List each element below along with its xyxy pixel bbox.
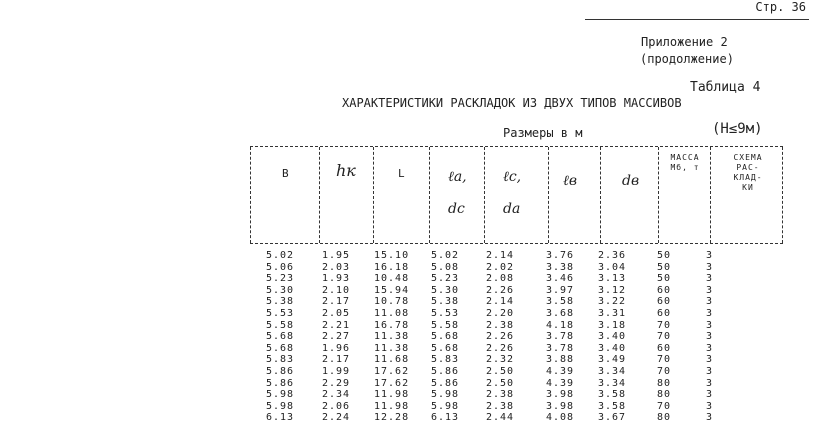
table-cell: 3.31 — [598, 307, 627, 319]
table-cell: 5.68 — [431, 331, 460, 343]
table-cell: 3.98 — [546, 400, 575, 412]
table-cell: 16.18 — [374, 261, 410, 273]
table-cell: 5.98 — [431, 400, 460, 412]
table-cell: 60 — [657, 296, 672, 308]
table-cell: 3.58 — [598, 400, 627, 412]
table-cell: 2.17 — [322, 296, 351, 308]
table-title: ХАРАКТЕРИСТИКИ РАСКЛАДОК ИЗ ДВУХ ТИПОВ МАССИВОВ — [342, 96, 682, 110]
table-cell: 4.39 — [546, 377, 575, 389]
header-hk: hк — [336, 161, 356, 180]
table-cell: 3.18 — [598, 319, 627, 331]
header-lb: ℓв — [563, 173, 577, 189]
header-col-mass — [659, 147, 711, 243]
table-cell: 70 — [657, 365, 672, 377]
table-cell: 2.38 — [486, 389, 515, 401]
table-cell: 16.78 — [374, 319, 410, 331]
table-cell: 2.38 — [486, 319, 515, 331]
table-cell: 3 — [706, 342, 714, 354]
table-cell: 3.34 — [598, 365, 627, 377]
table-cell: 17.62 — [374, 365, 410, 377]
table-cell: 1.96 — [322, 342, 351, 354]
table-cell: 4.18 — [546, 319, 575, 331]
table-cell: 5.58 — [266, 319, 295, 331]
table-cell: 3.12 — [598, 284, 627, 296]
header-lc: ℓc, — [503, 169, 522, 185]
table-cell: 3.46 — [546, 273, 575, 285]
table-cell: 4.08 — [546, 412, 575, 424]
table-cell: 11.98 — [374, 400, 410, 412]
table-cell: 3.78 — [546, 331, 575, 343]
table-cell: 3.34 — [598, 377, 627, 389]
table-cell: 3.98 — [546, 389, 575, 401]
table-cell: 3.68 — [546, 307, 575, 319]
table-cell: 80 — [657, 412, 672, 424]
table-cell: 5.98 — [431, 389, 460, 401]
header-col-scheme — [711, 147, 783, 243]
table-cell: 3.22 — [598, 296, 627, 308]
table-header — [250, 146, 783, 244]
table-cell: 3 — [706, 412, 714, 424]
table-cell: 3 — [706, 250, 714, 261]
table-cell: 3 — [706, 319, 714, 331]
table-cell: 3.58 — [598, 389, 627, 401]
table-cell: 3.40 — [598, 342, 627, 354]
table-cell: 5.53 — [431, 307, 460, 319]
table-cell: 5.30 — [431, 284, 460, 296]
table-cell: 5.98 — [266, 389, 295, 401]
table-cell: 2.17 — [322, 354, 351, 366]
table-cell: 3 — [706, 261, 714, 273]
table-cell: 5.98 — [266, 400, 295, 412]
table-number: Таблица 4 — [690, 80, 761, 95]
table-cell: 2.08 — [486, 273, 515, 285]
page-number-rule — [585, 19, 809, 20]
table-cell: 70 — [657, 354, 672, 366]
header-da: da — [503, 201, 521, 217]
table-cell: 2.14 — [486, 296, 515, 308]
table-cell: 3 — [706, 389, 714, 401]
page-number: Стр. 36 — [755, 0, 806, 14]
table-cell: 15.94 — [374, 284, 410, 296]
table-cell: 3 — [706, 377, 714, 389]
table-cell: 2.10 — [322, 284, 351, 296]
header-col-lc-da — [485, 147, 549, 243]
table-cell: 2.26 — [486, 284, 515, 296]
table-cell: 11.98 — [374, 389, 410, 401]
table-cell: 3 — [706, 365, 714, 377]
table-cell: 2.26 — [486, 342, 515, 354]
table-cell: 3 — [706, 400, 714, 412]
table-cell: 11.68 — [374, 354, 410, 366]
table-cell: 3 — [706, 307, 714, 319]
table-cell: 3.04 — [598, 261, 627, 273]
table-cell: 80 — [657, 377, 672, 389]
table-cell: 5.53 — [266, 307, 295, 319]
table-cell: 3 — [706, 354, 714, 366]
table-cell: 2.02 — [486, 261, 515, 273]
table-cell: 6.13 — [431, 412, 460, 424]
table-cell: 2.26 — [486, 331, 515, 343]
header-col-lb — [549, 147, 601, 243]
table-cell: 3.78 — [546, 342, 575, 354]
table-cell: 11.38 — [374, 342, 410, 354]
table-cell: 3.58 — [546, 296, 575, 308]
table-cell: 5.23 — [431, 273, 460, 285]
table-cell: 60 — [657, 284, 672, 296]
table-cell: 80 — [657, 389, 672, 401]
table-cell: 3.76 — [546, 250, 575, 261]
header-dc: dc — [448, 201, 465, 217]
table-cell: 2.21 — [322, 319, 351, 331]
table-cell: 1.99 — [322, 365, 351, 377]
table-cell: 2.38 — [486, 400, 515, 412]
table-cell: 2.50 — [486, 377, 515, 389]
table-cell: 70 — [657, 319, 672, 331]
table-cell: 2.50 — [486, 365, 515, 377]
table-cell: 3.97 — [546, 284, 575, 296]
table-cell: 6.13 — [266, 412, 295, 424]
table-cell: 5.38 — [266, 296, 295, 308]
table-cell: 70 — [657, 331, 672, 343]
table-cell: 5.23 — [266, 273, 295, 285]
table-cell: 5.58 — [431, 319, 460, 331]
table-cell: 2.03 — [322, 261, 351, 273]
header-col-b — [250, 147, 320, 243]
height-condition: (H≤9м) — [712, 121, 763, 137]
table-cell: 3.67 — [598, 412, 627, 424]
table-cell: 5.38 — [431, 296, 460, 308]
table-cell: 2.24 — [322, 412, 351, 424]
table-cell: 2.27 — [322, 331, 351, 343]
table-cell: 5.86 — [266, 377, 295, 389]
table-cell: 1.95 — [322, 250, 351, 261]
table-cell: 70 — [657, 400, 672, 412]
table-cell: 5.06 — [266, 261, 295, 273]
table-cell: 2.20 — [486, 307, 515, 319]
header-scheme: СХЕМА РАС- КЛАД- КИ — [733, 153, 763, 192]
sizes-note: Размеры в м — [503, 126, 583, 140]
table-cell: 5.86 — [266, 365, 295, 377]
table-cell: 2.36 — [598, 250, 627, 261]
table-cell: 2.14 — [486, 250, 515, 261]
table-cell: 3.38 — [546, 261, 575, 273]
table-cell: 4.39 — [546, 365, 575, 377]
table-cell: 3 — [706, 331, 714, 343]
table-cell: 5.83 — [266, 354, 295, 366]
table-cell: 11.08 — [374, 307, 410, 319]
table-cell: 11.38 — [374, 331, 410, 343]
header-col-hk — [320, 147, 374, 243]
table-cell: 2.32 — [486, 354, 515, 366]
table-cell: 2.05 — [322, 307, 351, 319]
table-cell: 5.68 — [266, 342, 295, 354]
table-cell: 3 — [706, 296, 714, 308]
table-cell: 5.86 — [431, 377, 460, 389]
table-cell: 5.86 — [431, 365, 460, 377]
header-db: dв — [622, 173, 640, 189]
header-col-la-dc — [430, 147, 485, 243]
table-cell: 5.08 — [431, 261, 460, 273]
table-cell: 5.30 — [266, 284, 295, 296]
table-cell: 3 — [706, 284, 714, 296]
table-cell: 3 — [706, 273, 714, 285]
header-b: B — [282, 167, 289, 180]
table-cell: 3.13 — [598, 273, 627, 285]
table-cell: 50 — [657, 250, 672, 261]
header-l: L — [398, 167, 405, 180]
header-col-db — [601, 147, 659, 243]
table-cell: 50 — [657, 261, 672, 273]
appendix-title: Приложение 2 — [641, 35, 728, 49]
table-cell: 3.40 — [598, 331, 627, 343]
table-cell: 3.88 — [546, 354, 575, 366]
table-cell: 2.29 — [322, 377, 351, 389]
table-cell: 60 — [657, 307, 672, 319]
header-mass: МАССА Мб, т — [670, 153, 700, 172]
table-cell: 5.68 — [431, 342, 460, 354]
header-la: ℓa, — [448, 169, 467, 185]
table-cell: 50 — [657, 273, 672, 285]
table-cell: 5.83 — [431, 354, 460, 366]
table-cell: 3.49 — [598, 354, 627, 366]
table-cell: 12.28 — [374, 412, 410, 424]
table-cell: 17.62 — [374, 377, 410, 389]
table-cell: 2.06 — [322, 400, 351, 412]
header-col-l — [374, 147, 430, 243]
appendix-continued: (продолжение) — [640, 52, 734, 66]
table-cell: 10.48 — [374, 273, 410, 285]
table-cell: 2.34 — [322, 389, 351, 401]
table-cell: 5.02 — [431, 250, 460, 261]
table-cell: 15.10 — [374, 250, 410, 261]
table-cell: 60 — [657, 342, 672, 354]
table-cell: 1.93 — [322, 273, 351, 285]
table-cell: 10.78 — [374, 296, 410, 308]
table-cell: 2.44 — [486, 412, 515, 424]
table-cell: 5.02 — [266, 250, 295, 261]
table-cell: 5.68 — [266, 331, 295, 343]
